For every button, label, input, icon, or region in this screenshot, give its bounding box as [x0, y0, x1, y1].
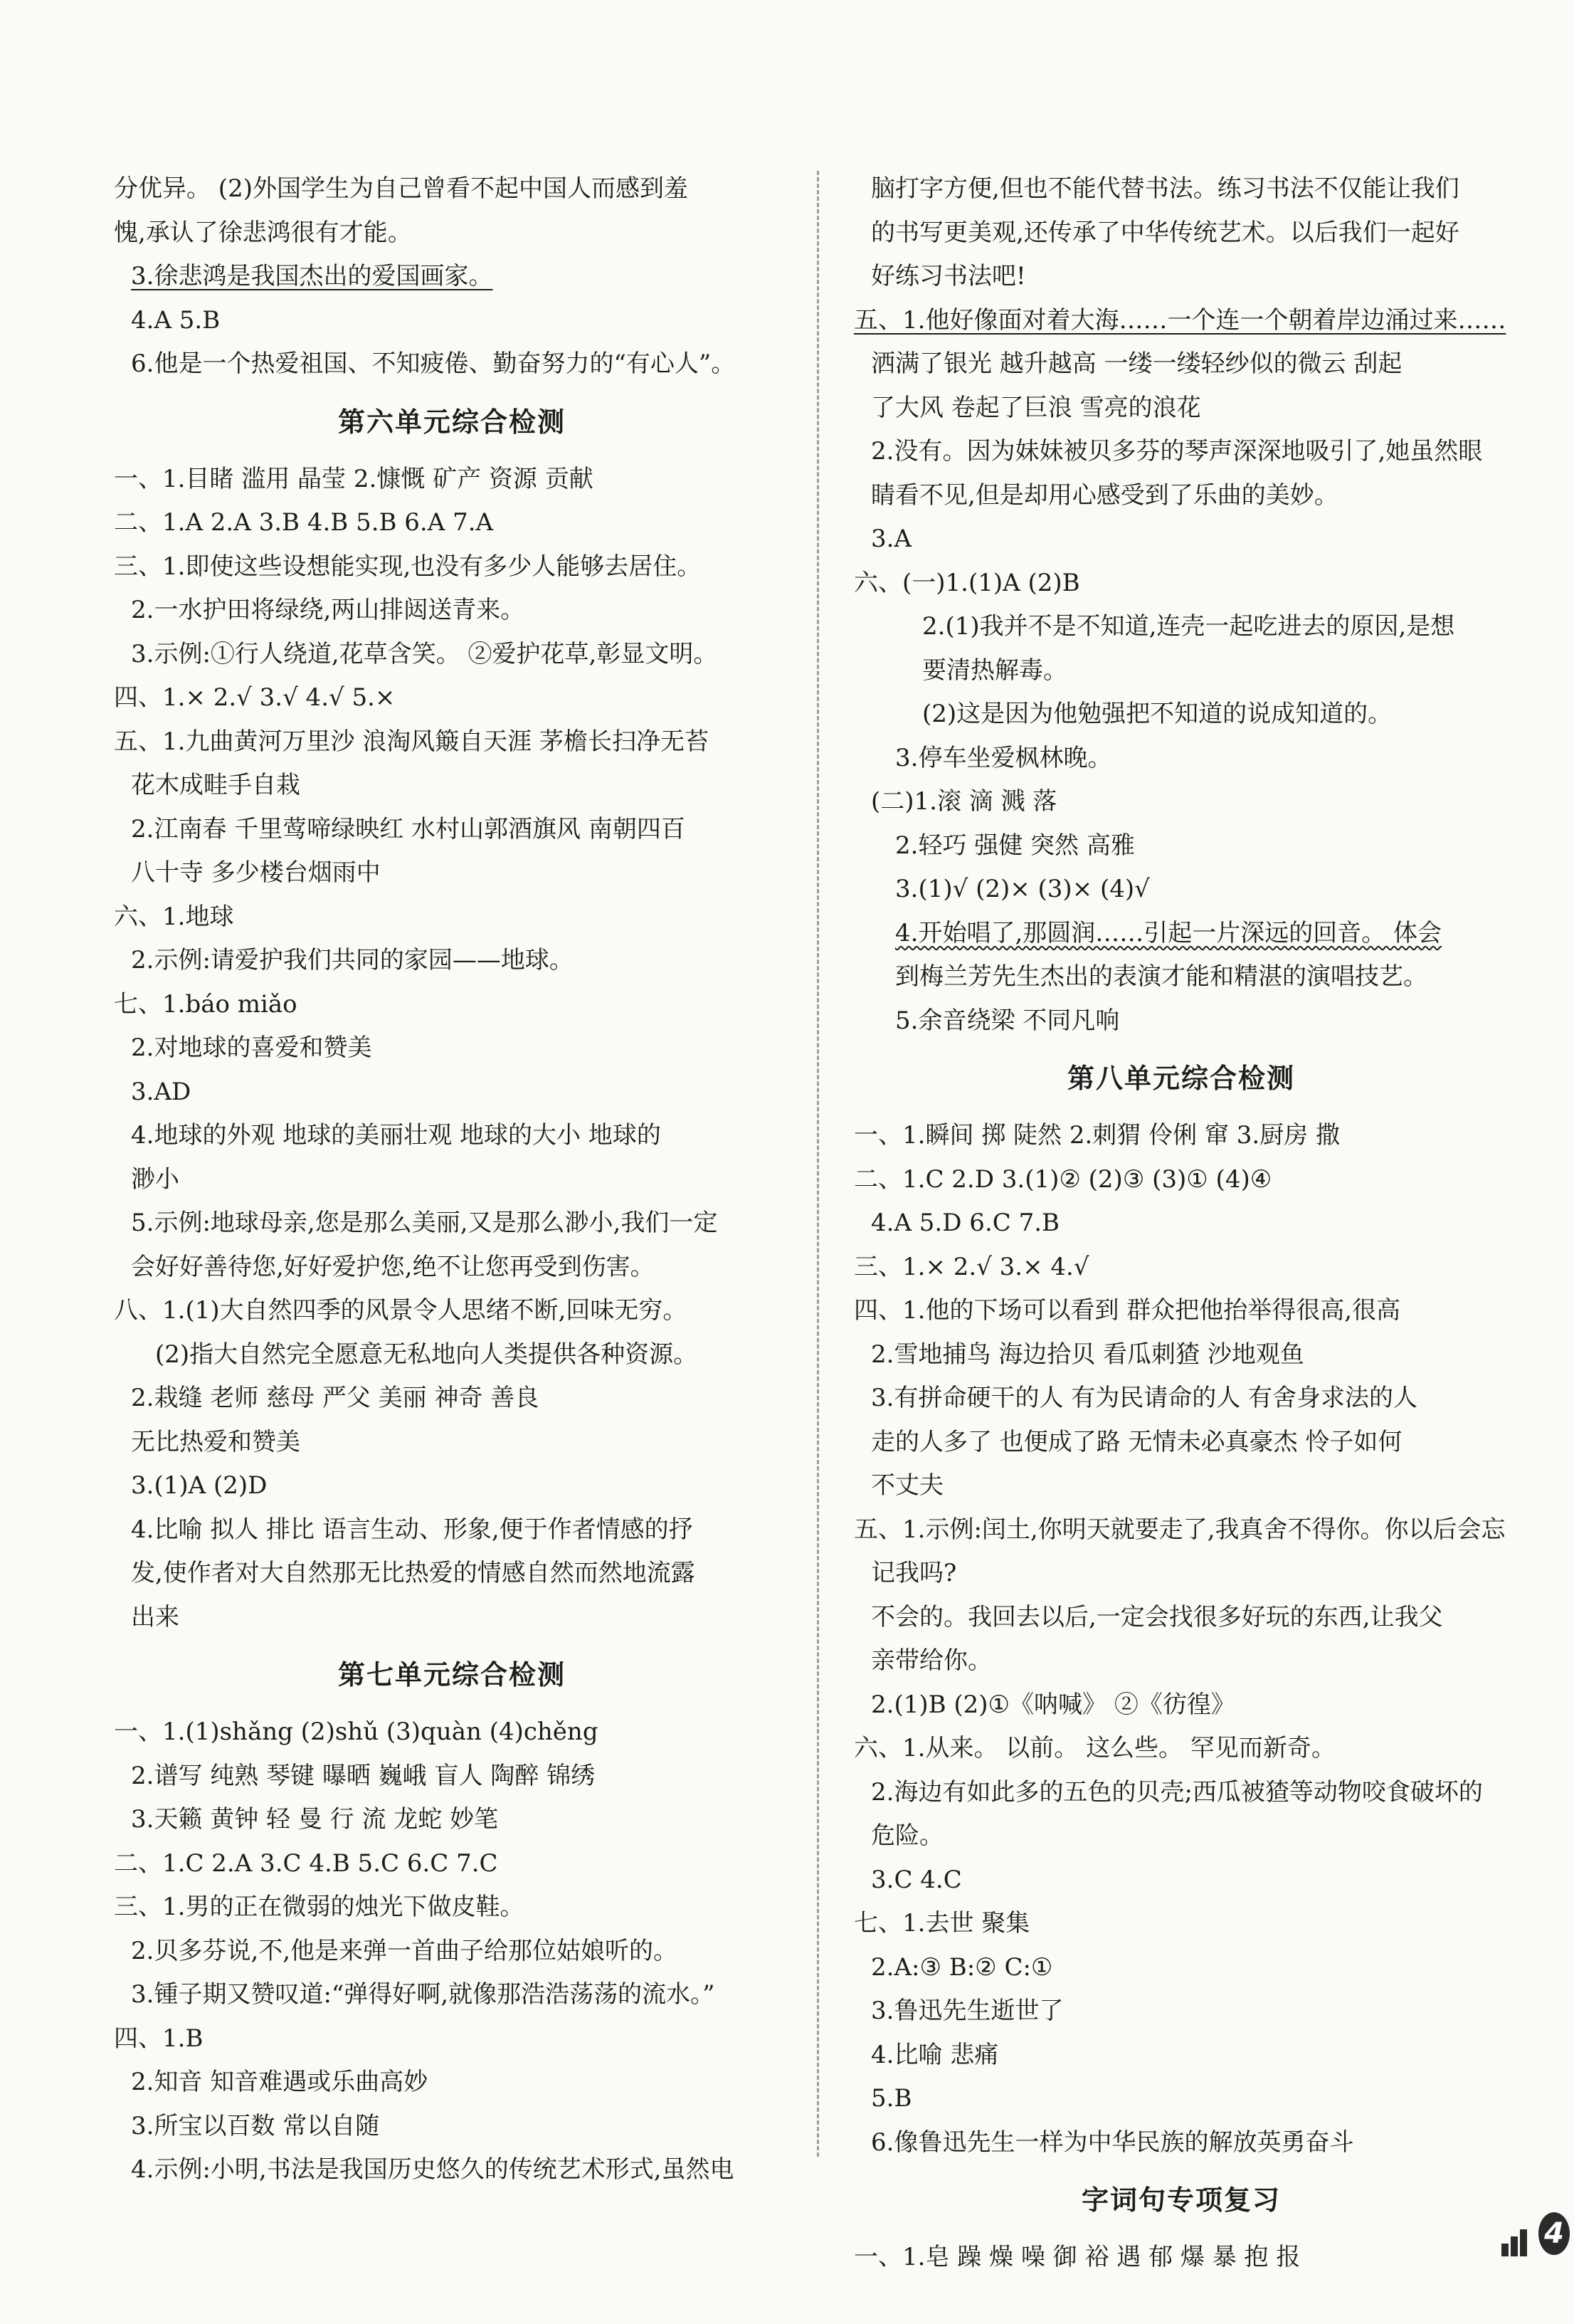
left-column	[114, 167, 790, 2192]
right-column	[854, 167, 1509, 2280]
text-line: 七、1.báo miǎo	[114, 989, 297, 1019]
text-line: (2)指大自然完全愿意无私地向人类提供各种资源。	[155, 1340, 698, 1369]
text-line: 4.A 5.D 6.C 7.B	[871, 1209, 1060, 1237]
text-line: 六、1.地球	[114, 902, 234, 931]
text-line: 2.谱写 纯熟 琴键 曝晒 巍峨 盲人 陶醉 锦绣	[131, 1761, 596, 1790]
text-line: 3.鲁迅先生逝世了	[871, 1997, 1064, 2025]
underlined-answer: 3.徐悲鸿是我国杰出的爱国画家。	[131, 262, 493, 290]
text-line	[114, 255, 790, 299]
text-line: 3.有拼命硬干的人 有为民请命的人 有舍身求法的人	[871, 1384, 1418, 1412]
text-line: 四、1.× 2.√ 3.√ 4.√ 5.×	[114, 683, 396, 712]
text-line: 洒满了银光 越升越高 一缕一缕轻纱似的微云 刮起	[871, 349, 1403, 378]
text-line: 的书写更美观,还传承了中华传统艺术。以后我们一起好	[871, 218, 1459, 247]
text-line: 不会的。我回去以后,一定会找很多好玩的东西,让我父	[871, 1602, 1443, 1631]
text-line: 脑打字方便,但也不能代替书法。练习书法不仅能让我们	[871, 174, 1459, 203]
text-line: 3.停车坐爱枫林晚。	[895, 743, 1112, 772]
text-line: 不丈夫	[871, 1471, 944, 1500]
text-line: 2.知音 知音难遇或乐曲高妙	[131, 2068, 428, 2096]
text-line: 三、1.即使这些设想能实现,也没有多少人能够去居住。	[114, 552, 702, 581]
wavy-underlined-answer: 4.开始唱了,那圆润……引起一片深远的回音。 体会	[895, 918, 1442, 947]
text-line: 3.天籁 黄钟 轻 曼 行 流 龙蛇 妙笔	[131, 1805, 499, 1834]
text-line: 2.(1)我并不是不知道,连壳一起吃进去的原因,是想	[922, 612, 1455, 641]
text-line: 2.雪地捕鸟 海边拾贝 看瓜刺猹 沙地观鱼	[871, 1340, 1304, 1369]
text-line: 2.海边有如此多的五色的贝壳;西瓜被猹等动物咬食破坏的	[871, 1777, 1483, 1807]
signal-bars-icon	[1501, 2221, 1537, 2256]
text-line: 危险。	[871, 1821, 944, 1850]
text-line: 五、1.示例:闰土,你明天就要走了,我真舍不得你。你以后会忘	[854, 1515, 1506, 1544]
text-line: 睛看不见,但是却用心感受到了乐曲的美妙。	[871, 480, 1338, 510]
text-line: 发,使作者对大自然那无比热爱的情感自然而然地流露	[131, 1559, 695, 1587]
text-line: 一、1.(1)shǎng (2)shǔ (3)quàn (4)chěng	[114, 1718, 598, 1746]
text-line: 二、1.A 2.A 3.B 4.B 5.B 6.A 7.A	[114, 508, 494, 537]
text-line: 6.他是一个热爱祖国、不知疲倦、勤奋努力的“有心人”。	[131, 349, 736, 378]
text-line: 出来	[131, 1602, 179, 1631]
text-line: 走的人多了 也便成了路 无情未必真豪杰 怜子如何	[871, 1427, 1403, 1456]
section-title-unit7: 第七单元综合检测	[337, 1659, 566, 1691]
text-line: 4.比喻 悲痛	[871, 2040, 999, 2069]
text-line: 花木成畦手自栽	[131, 771, 300, 799]
text-line: 3.示例:①行人绕道,花草含笑。 ②爱护花草,彰显文明。	[131, 639, 718, 668]
text-line: 一、1.皂 躁 燥 噪 御 裕 遇 郁 爆 暴 抱 报	[854, 2243, 1301, 2271]
text-line: 一、1.目睹 滥用 晶莹 2.慷慨 矿产 资源 贡献	[114, 464, 593, 493]
section-title-review: 字词句专项复习	[1081, 2184, 1281, 2216]
text-line: 四、1.B	[114, 2024, 204, 2053]
text-line: 2.对地球的喜爱和赞美	[131, 1034, 372, 1062]
text-line: 二、1.C 2.A 3.C 4.B 5.C 6.C 7.C	[114, 1849, 498, 1878]
text-line: 2.栽缝 老师 慈母 严父 美丽 神奇 善良	[131, 1384, 539, 1412]
text-line: 2.江南春 千里莺啼绿映红 水村山郭酒旗风 南朝四百	[131, 814, 685, 843]
text-line: 三、1.× 2.√ 3.× 4.√	[854, 1252, 1089, 1281]
text-line: 4.示例:小明,书法是我国历史悠久的传统艺术形式,虽然电	[131, 2155, 734, 2184]
text-line: 记我吗?	[871, 1559, 957, 1587]
text-line: 七、1.去世 聚集	[854, 1909, 1030, 1937]
text-line: 好练习书法吧!	[871, 262, 1026, 290]
text-line: 八十寺 多少楼台烟雨中	[131, 858, 381, 887]
text-line: 五、1.九曲黄河万里沙 浪淘风簸自天涯 茅檐长扫净无苔	[114, 727, 709, 756]
text-line: 2.示例:请爱护我们共同的家园——地球。	[131, 946, 574, 974]
text-line: 5.示例:地球母亲,您是那么美丽,又是那么渺小,我们一定	[131, 1209, 718, 1237]
text-line	[854, 912, 1509, 956]
text-line: 会好好善待您,好好爱护您,绝不让您再受到伤害。	[131, 1252, 655, 1281]
text-line: 渺小	[131, 1164, 179, 1194]
column-divider	[817, 171, 819, 2157]
text-line	[854, 299, 1509, 343]
text-line: 3.A	[871, 525, 912, 553]
page-number: 4	[1538, 2212, 1570, 2255]
text-line: 二、1.C 2.D 3.(1)② (2)③ (3)① (4)④	[854, 1164, 1272, 1194]
text-line: 2.贝多芬说,不,他是来弹一首曲子给那位姑娘听的。	[131, 1936, 678, 1965]
text-line: 到梅兰芳先生杰出的表演才能和精湛的演唱技艺。	[895, 962, 1427, 991]
text-line: 4.A 5.B	[131, 305, 221, 335]
text-line: 愧,承认了徐悲鸿很有才能。	[114, 218, 412, 247]
text-line: (2)这是因为他勉强把不知道的说成知道的。	[922, 700, 1393, 728]
text-line: 3.所宝以百数 常以自随	[131, 2111, 380, 2140]
text-line: 4.比喻 拟人 排比 语言生动、形象,便于作者情感的抒	[131, 1515, 693, 1544]
section-title-unit6: 第六单元综合检测	[337, 406, 566, 438]
text-line: 2.没有。因为妹妹被贝多芬的琴声深深地吸引了,她虽然眼	[871, 437, 1483, 466]
section-title-unit8: 第八单元综合检测	[1067, 1063, 1295, 1094]
text-line: 分优异。 (2)外国学生为自己曾看不起中国人而感到羞	[114, 174, 688, 203]
text-line: 3.(1)A (2)D	[131, 1471, 268, 1500]
text-line: 5.余音绕梁 不同凡响	[895, 1006, 1120, 1035]
text-line: 3.AD	[131, 1077, 191, 1106]
underlined-answer: 五、1.他好像面对着大海……一个连一个朝着岸边涌过来……	[854, 305, 1506, 335]
text-line: 2.A:③ B:② C:①	[871, 1952, 1053, 1982]
text-line: (二)1.滚 滴 溅 落	[871, 787, 1057, 816]
text-line: 三、1.男的正在微弱的烛光下做皮鞋。	[114, 1893, 524, 1921]
text-line: 八、1.(1)大自然四季的风景令人思绪不断,回味无穷。	[114, 1296, 687, 1325]
text-line: 了大风 卷起了巨浪 雪亮的浪花	[871, 393, 1201, 422]
text-line: 2.一水护田将绿绕,两山排闼送青来。	[131, 596, 525, 624]
text-line: 2.(1)B (2)①《呐喊》 ②《彷徨》	[871, 1690, 1235, 1719]
text-line: 3.C 4.C	[871, 1865, 962, 1894]
text-line: 5.B	[871, 2084, 912, 2113]
page-number-badge	[1501, 2207, 1570, 2265]
text-line: 亲带给你。	[871, 1646, 992, 1675]
text-line: 3.(1)√ (2)× (3)× (4)√	[895, 875, 1150, 903]
text-line: 6.像鲁迅先生一样为中华民族的解放英勇奋斗	[871, 2128, 1354, 2157]
text-line: 4.地球的外观 地球的美丽壮观 地球的大小 地球的	[131, 1121, 661, 1150]
text-line: 六、1.从来。 以前。 这么些。 罕见而新奇。	[854, 1734, 1336, 1762]
text-line: 无比热爱和赞美	[131, 1427, 300, 1456]
text-line: 3.锺子期又赞叹道:“弹得好啊,就像那浩浩荡荡的流水。”	[131, 1980, 715, 2009]
text-line: 一、1.瞬间 掷 陡然 2.刺猬 伶俐 窜 3.厨房 撒	[854, 1121, 1340, 1150]
text-line: 要清热解毒。	[922, 656, 1067, 685]
text-line: 四、1.他的下场可以看到 群众把他抬举得很高,很高	[854, 1296, 1401, 1325]
text-line: 六、(一)1.(1)A (2)B	[854, 568, 1080, 597]
text-line: 2.轻巧 强健 突然 高雅	[895, 831, 1135, 860]
